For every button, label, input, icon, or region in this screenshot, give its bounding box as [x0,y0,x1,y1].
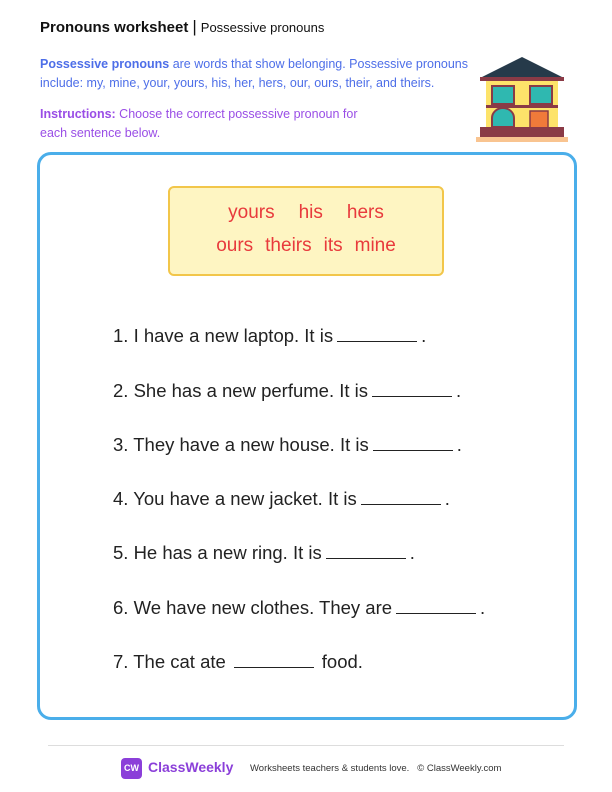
sentence-3 [113,432,462,456]
word-its: its [323,235,343,256]
answer-blank[interactable] [372,378,452,397]
instructions-label: Instructions: [40,107,116,121]
answer-blank[interactable] [337,323,417,342]
sentence-end: . [456,434,462,455]
instructions-body: Choose the correct possessive pronoun for each sentence below. [40,107,358,140]
sentence-end: . [409,542,415,563]
brand-name: ClassWeekly [148,759,234,775]
sentence-6 [113,595,485,619]
title-main: Pronouns worksheet [40,19,189,36]
sentence-text: 2. She has a new perfume. It is [113,380,369,401]
answer-blank[interactable] [373,432,453,451]
sentence-end: . [421,325,427,346]
sentence-2 [113,378,461,402]
sentence-7 [113,649,363,673]
word-bank [168,186,444,276]
word-yours: yours [228,202,275,223]
sentence-5 [113,540,415,564]
sentence-end: food. [321,651,363,672]
word-his: his [298,202,323,223]
footer-divider [48,745,564,746]
word-theirs: theirs [265,235,312,256]
title-subtitle: Possessive pronouns [200,20,325,35]
intro-body: are words that show belonging. Possessive pronouns include: my, mine, your, yours, his, her, hers, our, ours, their, and theirs. [40,57,469,90]
sentence-text: 1. I have a new laptop. It is [113,325,334,346]
word-ours: ours [216,235,254,256]
sentence-end: . [444,488,450,509]
sentence-end: . [456,380,462,401]
sentence-text: 7. The cat ate [113,651,226,672]
sentence-text: 5. He has a new ring. It is [113,542,322,563]
answer-blank[interactable] [234,649,314,668]
title-separator: | [192,17,197,36]
word-mine: mine [354,235,396,256]
answer-blank[interactable] [361,486,441,505]
intro-text [40,55,480,93]
word-hers: hers [346,202,384,223]
footer-tagline: Worksheets teachers & students love. © ClassWeekly.com [250,763,502,774]
sentence-text: 6. We have new clothes. They are [113,597,393,618]
house-illustration [474,55,570,143]
answer-blank[interactable] [396,595,476,614]
sentence-end: . [480,597,486,618]
sentence-4 [113,486,450,510]
page-title [40,17,324,37]
answer-blank[interactable] [326,540,406,559]
sentence-1 [113,323,426,347]
intro-bold: Possessive pronouns [40,57,170,71]
classweekly-logo-icon: CW [121,758,142,779]
sentence-text: 3. They have a new house. It is [113,434,369,455]
sentence-text: 4. You have a new jacket. It is [113,488,357,509]
instructions [40,105,380,143]
